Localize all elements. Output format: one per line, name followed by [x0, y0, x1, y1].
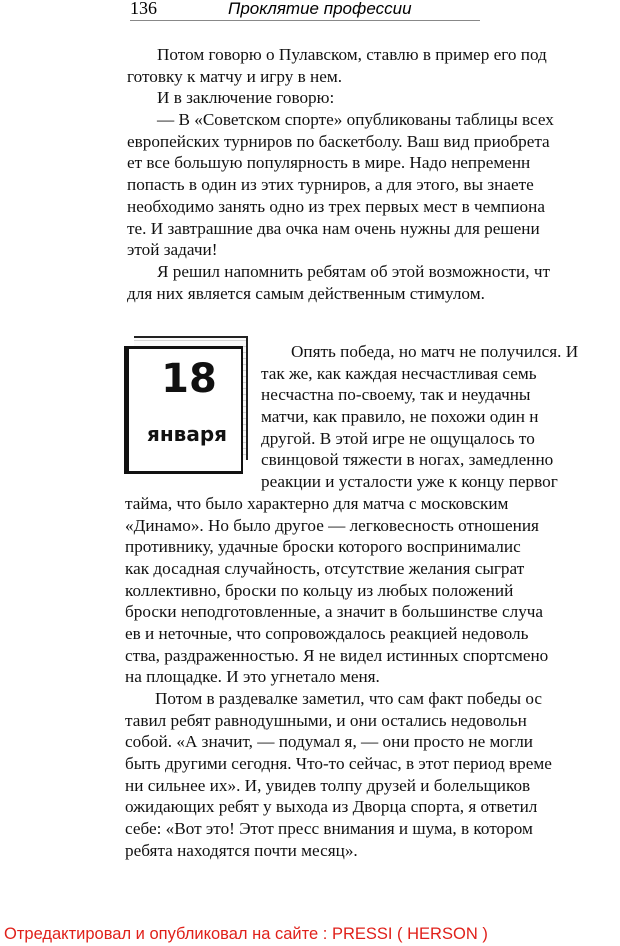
text-line: те. И завтрашние два очка нам очень нужны для решени — [127, 218, 540, 238]
text-line: реакции и усталости уже к концу первог — [261, 472, 558, 492]
text-line: готовку к матчу и игру в нем. — [127, 66, 343, 86]
text-line: необходимо занять одно из трех первых мест в чемпиона — [127, 196, 545, 216]
text-line: — В «Советском спорте» опубликованы таблицы всех — [157, 110, 554, 130]
text-line: ожидающих ребят у выхода из Дворца спорта, я ответил — [125, 797, 538, 817]
text-line: тавил ребят равнодушными, и они остались недовольн — [125, 710, 527, 730]
text-line: Потом в раздевалке заметил, что сам факт победы ос — [155, 689, 542, 708]
text-line: броски неподготовленные, а значит в большинстве случа — [125, 602, 544, 622]
text-line: ни сильнее их». И, увидев толпу друзей и болельщиков — [125, 775, 531, 795]
text-line: ет все большую популярность в мире. Надо непременн — [127, 153, 531, 173]
text-line: И в заключение говорю: — [157, 88, 335, 108]
text-line: коллективно, броски по кольцу из любых положений — [125, 580, 514, 600]
text-line: так же, как каждая несчастливая семь — [261, 363, 537, 383]
text-line: матчи, как правило, не похожи один н — [261, 407, 539, 427]
text-line: как досадная случайность, отсутствие желания сыграт — [125, 558, 525, 578]
text-line: противнику, удачные броски которого воспринималис — [125, 537, 521, 557]
calendar-month: января — [147, 422, 227, 446]
text-line: другой. В этой игре не ощущалось то — [261, 428, 535, 448]
text-line: Потом говорю о Пулавском, ставлю в пример его под — [157, 45, 547, 64]
paragraph-block-2 — [125, 341, 578, 862]
text-line: быть другими сегодня. Что-то сейчас, в этот период време — [125, 754, 552, 774]
text-line: несчастна по-своему, так и неудачны — [261, 385, 531, 405]
running-title: Проклятие профессии — [228, 0, 412, 18]
calendar-day: 18 — [161, 356, 217, 402]
text-line: ства, раздраженностью. Я не видел истинных спортсмено — [125, 645, 549, 665]
footer-credit: Отредактировал и опубликовал на сайте : PRESSI ( HERSON ) — [4, 925, 488, 943]
paragraph-block-1 — [127, 44, 554, 304]
text-line: себе: «Вот это! Этот пресс внимания и шума, в котором — [125, 819, 533, 839]
text-line: свинцовой тяжести в ногах, замедленно — [261, 450, 554, 470]
text-line: Я решил напомнить ребятам об этой возможности, чт — [157, 261, 550, 281]
text-line: европейских турниров по баскетболу. Ваш вид приобрета — [127, 131, 550, 151]
text-line: «Динамо». Но было другое — легковесность отношения — [125, 515, 539, 535]
text-line: попасть в один из этих турниров, а для этого, вы знаете — [127, 175, 534, 195]
text-line: для них является самым действенным стимулом. — [127, 283, 485, 303]
text-line: собой. «А значит, — подумал я, — они просто не могли — [125, 732, 533, 752]
text-line: ребята находятся почти месяц». — [125, 840, 358, 860]
text-line: тайма, что было характерно для матча с московским — [125, 493, 509, 513]
text-line: этой задачи! — [127, 240, 218, 260]
page-number: 136 — [130, 0, 157, 18]
text-line: ев и неточные, что сопровождалось реакцией недоволь — [125, 623, 529, 643]
text-line: Опять победа, но матч не получился. И — [291, 342, 579, 361]
page-header — [130, 0, 480, 21]
text-line: на площадке. И это угнетало меня. — [125, 667, 380, 687]
